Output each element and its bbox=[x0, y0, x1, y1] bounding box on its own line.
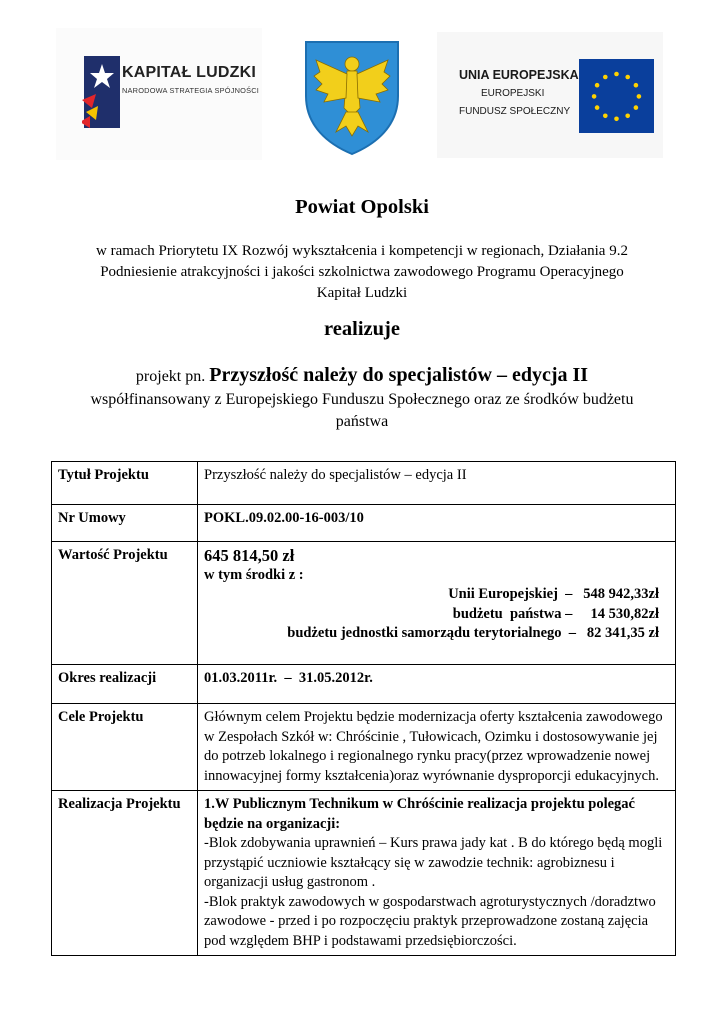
value-cell bbox=[198, 542, 676, 665]
logo-bar bbox=[56, 28, 666, 164]
period-label: Okres realizacji bbox=[52, 665, 198, 704]
project-line bbox=[0, 364, 724, 387]
period-value: 01.03.2011r. – 31.05.2012r. bbox=[198, 665, 676, 704]
goals-value: Głównym celem Projektu będzie modernizacja oferty kształcenia zawodowego w Zespołach Szkół w: Chróścinie , Tułowicach, Ozimku i dostosowywanie jej do potrzeb lokalnego i regionalnego rynku pracy(przez wprowadzenie nowej innowacyjnej formy kształcenia)oraz wyrównanie dysproporcji edukacyjnych. bbox=[198, 704, 676, 791]
contract-value: POKL.09.02.00-16-003/10 bbox=[198, 505, 676, 542]
cofinancing-text: współfinansowany z Europejskiego Funduszu Społecznego oraz ze środków budżetu państwa bbox=[90, 391, 634, 430]
amount-state: budżetu państwa – 14 530,82zł bbox=[452, 605, 659, 622]
eu-logo-line2: EUROPEJSKI bbox=[481, 88, 545, 99]
project-info-table bbox=[51, 461, 676, 956]
opole-eagle-crest-icon bbox=[302, 38, 402, 156]
implementation-cell bbox=[198, 791, 676, 956]
eu-logo-line3: FUNDUSZ SPOŁECZNY bbox=[459, 106, 571, 117]
table-row bbox=[52, 505, 676, 542]
implementation-heading: 1.W Publicznym Technikum w Chróścinie realizacja projektu polegać będzie na organizacji: bbox=[204, 796, 635, 832]
implementation-label: Realizacja Projektu bbox=[52, 791, 198, 956]
kapital-ludzki-logo bbox=[56, 28, 262, 160]
kapital-ludzki-emblem-icon bbox=[82, 56, 120, 128]
eu-logo-line1: UNIA EUROPEJSKA bbox=[459, 68, 579, 82]
eu-flag-icon bbox=[579, 59, 654, 133]
implementation-item: -Blok praktyk zawodowych w gospodarstwach agroturystycznych /doradztwo zawodowe - przed i po rozpoczęciu praktyk przeprowadzone zostaną zajęcia pod względem BHP i podstawami przedsiębiorczości. bbox=[204, 893, 656, 949]
page-title: Powiat Opolski bbox=[295, 196, 429, 218]
title-value: Przyszłość należy do specjalistów – edycja II bbox=[198, 462, 676, 505]
intro-text: w ramach Priorytetu IX Rozwój wykształcenia i kompetencji w regionach, Działania 9.2 Podniesienie atrakcyjności i jakości szkolnictwa zawodowego Programu Operacyjnego Kapitał Ludzki bbox=[96, 243, 628, 301]
table-row bbox=[52, 791, 676, 956]
value-total: 645 814,50 zł bbox=[204, 546, 295, 565]
table-row bbox=[52, 462, 676, 505]
contract-label: Nr Umowy bbox=[52, 505, 198, 542]
value-label: Wartość Projektu bbox=[52, 542, 198, 665]
goals-label: Cele Projektu bbox=[52, 704, 198, 791]
amount-local: budżetu jednostki samorządu terytorialnego – 82 341,35 zł bbox=[287, 625, 659, 641]
kapital-ludzki-title: KAPITAŁ LUDZKI bbox=[122, 64, 257, 81]
implementation-item: -Blok zdobywania uprawnień – Kurs prawa jady kat . B do którego będą mogli przystąpić uczniowie kształcący się w zawodzie technik: agrobiznesu i organizacji usług gastronom . bbox=[204, 835, 663, 890]
table-row bbox=[52, 542, 676, 665]
eu-social-fund-logo bbox=[437, 32, 663, 158]
table-row bbox=[52, 704, 676, 791]
amount-eu: Unii Europejskiej – 548 942,33zł bbox=[448, 586, 659, 602]
title-label: Tytuł Projektu bbox=[52, 462, 198, 505]
kapital-ludzki-subtitle: NARODOWA STRATEGIA SPÓJNOŚCI bbox=[122, 86, 260, 95]
project-prefix: projekt pn. bbox=[135, 368, 206, 385]
value-sub-heading: w tym środki z : bbox=[204, 566, 304, 583]
realizuje-heading: realizuje bbox=[324, 318, 400, 340]
table-row bbox=[52, 665, 676, 704]
project-name: Przyszłość należy do specjalistów – edycja II bbox=[209, 364, 589, 386]
